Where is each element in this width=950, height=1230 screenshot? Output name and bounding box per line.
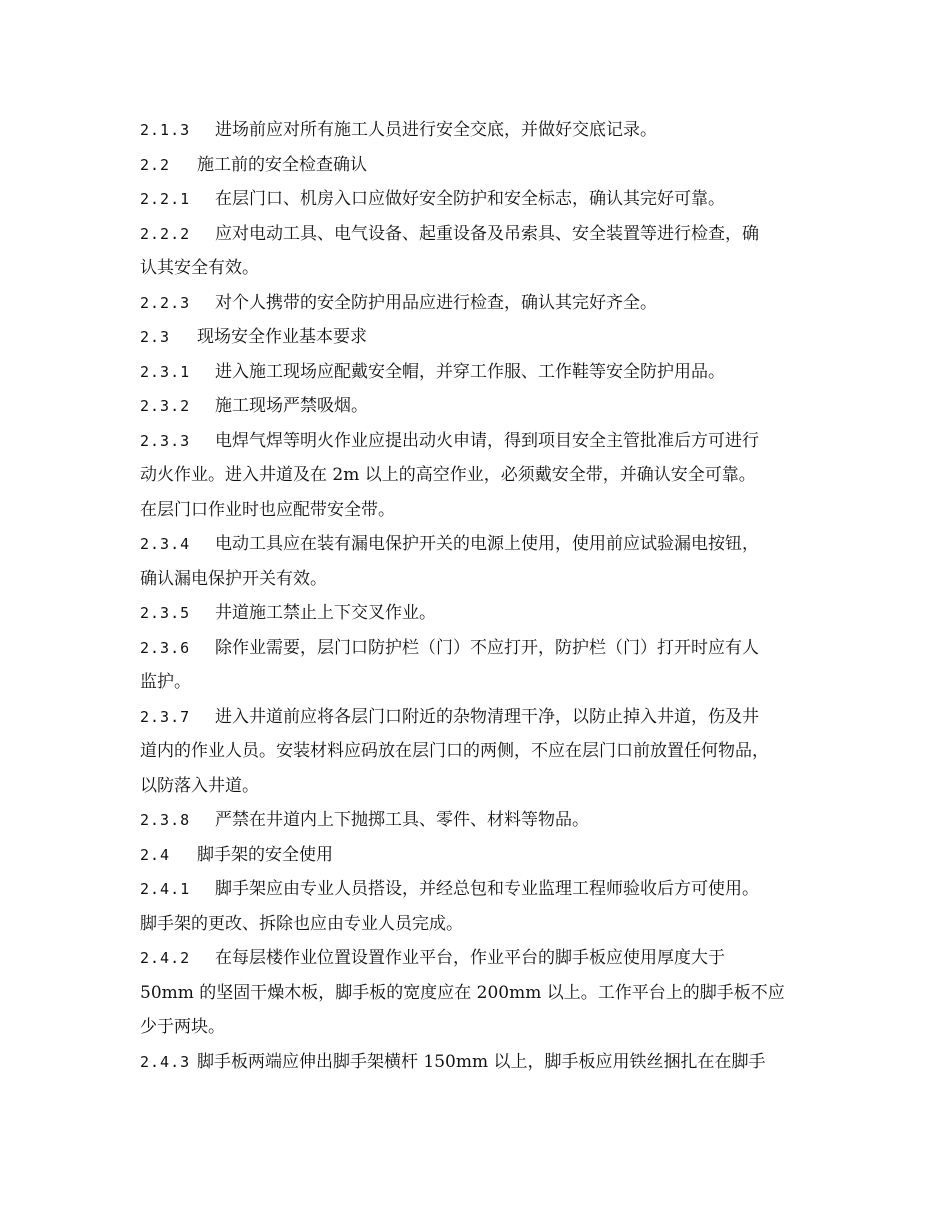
clause-number: 2.3.2 — [140, 397, 191, 415]
text-line — [140, 803, 840, 838]
section-number: 2.2 — [140, 155, 171, 174]
text-line — [140, 355, 840, 390]
text-line — [140, 424, 840, 459]
clause-number: 2.2.2 — [140, 224, 191, 243]
line-text: 井道施工禁止上下交叉作业。 — [215, 603, 436, 623]
text-line — [140, 1045, 840, 1080]
line-text: 在每层楼作业位置设置作业平台，作业平台的脚手板应使用厚度大于 — [215, 948, 725, 968]
clause-number: 2.2.1 — [140, 190, 191, 208]
clause-number: 2.2.3 — [140, 293, 191, 312]
text-line — [140, 976, 840, 1011]
text-line — [140, 596, 840, 631]
text-line — [140, 941, 840, 976]
text-line — [140, 734, 840, 769]
line-text: 电焊气焊等明火作业应提出动火申请，得到项目安全主管批准后方可进行 — [215, 430, 759, 451]
clause-number: 2.4.3 — [140, 1052, 191, 1071]
text-line — [140, 217, 840, 252]
clause-number: 2.3.4 — [140, 535, 191, 553]
text-line — [140, 907, 840, 942]
text-line — [140, 458, 840, 493]
line-text: 动火作业。进入井道及在 2m 以上的高空作业，必须戴安全带，并确认安全可靠。 — [140, 465, 756, 485]
line-text: 对个人携带的安全防护用品应进行检查，确认其完好齐全。 — [215, 292, 657, 313]
line-text: 50mm 的坚固干燥木板，脚手板的宽度应在 200mm 以上。工作平台上的脚手板不应 — [140, 982, 785, 1003]
line-text: 电动工具应在装有漏电保护开关的电源上使用，使用前应试验漏电按钮， — [215, 534, 759, 554]
text-line — [140, 389, 840, 424]
line-text: 确认漏电保护开关有效。 — [140, 568, 327, 589]
line-text: 现场安全作业基本要求 — [197, 327, 367, 347]
line-text: 除作业需要，层门口防护栏（门）不应打开，防护栏（门）打开时应有人 — [215, 637, 759, 658]
text-line — [140, 665, 840, 700]
clause-number: 2.4.1 — [140, 880, 191, 898]
text-line — [140, 562, 840, 597]
line-text: 严禁在井道内上下抛掷工具、零件、材料等物品。 — [215, 810, 589, 830]
text-line — [140, 700, 840, 735]
line-text: 脚手架的更改、拆除也应由专业人员完成。 — [140, 913, 463, 934]
text-line — [140, 769, 840, 804]
text-line — [140, 286, 840, 321]
clause-number: 2.3.1 — [140, 362, 191, 381]
text-line — [140, 838, 840, 873]
line-text: 脚手架应由专业人员搭设，并经总包和专业监理工程师验收后方可使用。 — [215, 879, 759, 899]
line-text: 脚手架的安全使用 — [197, 844, 333, 865]
text-line — [140, 1010, 840, 1045]
section-number: 2.4 — [140, 845, 171, 864]
clause-number: 2.4.2 — [140, 949, 191, 967]
document-body — [140, 113, 840, 1079]
line-text: 进场前应对所有施工人员进行安全交底，并做好交底记录。 — [215, 120, 657, 140]
line-text: 认其安全有效。 — [140, 258, 259, 278]
text-line — [140, 148, 840, 183]
line-text: 施工前的安全检查确认 — [197, 154, 367, 175]
text-line — [140, 182, 840, 217]
line-text: 应对电动工具、电气设备、起重设备及吊索具、安全装置等进行检查，确 — [215, 223, 759, 244]
section-number: 2.3 — [140, 328, 171, 346]
text-line — [140, 113, 840, 148]
line-text: 以防落入井道。 — [140, 775, 259, 796]
line-text: 进入施工现场应配戴安全帽，并穿工作服、工作鞋等安全防护用品。 — [215, 361, 725, 382]
line-text: 在层门口作业时也应配带安全带。 — [140, 499, 395, 520]
line-text: 脚手板两端应伸出脚手架横杆 150mm 以上，脚手板应用铁丝捆扎在在脚手 — [197, 1051, 766, 1072]
line-text: 施工现场严禁吸烟。 — [215, 396, 368, 416]
clause-number: 2.3.8 — [140, 811, 191, 829]
line-text: 少于两块。 — [140, 1017, 225, 1037]
clause-number: 2.3.3 — [140, 431, 191, 450]
clause-number: 2.1.3 — [140, 121, 191, 139]
line-text: 在层门口、机房入口应做好安全防护和安全标志，确认其完好可靠。 — [215, 189, 725, 209]
text-line — [140, 251, 840, 286]
text-line — [140, 631, 840, 666]
clause-number: 2.3.7 — [140, 707, 191, 726]
text-line — [140, 493, 840, 528]
text-line — [140, 872, 840, 907]
line-text: 道内的作业人员。安装材料应码放在层门口的两侧，不应在层门口前放置任何物品， — [140, 741, 769, 761]
clause-number: 2.3.5 — [140, 604, 191, 622]
clause-number: 2.3.6 — [140, 638, 191, 657]
text-line — [140, 320, 840, 355]
line-text: 进入井道前应将各层门口附近的杂物清理干净，以防止掉入井道，伤及井 — [215, 706, 759, 727]
line-text: 监护。 — [140, 672, 191, 692]
text-line — [140, 527, 840, 562]
